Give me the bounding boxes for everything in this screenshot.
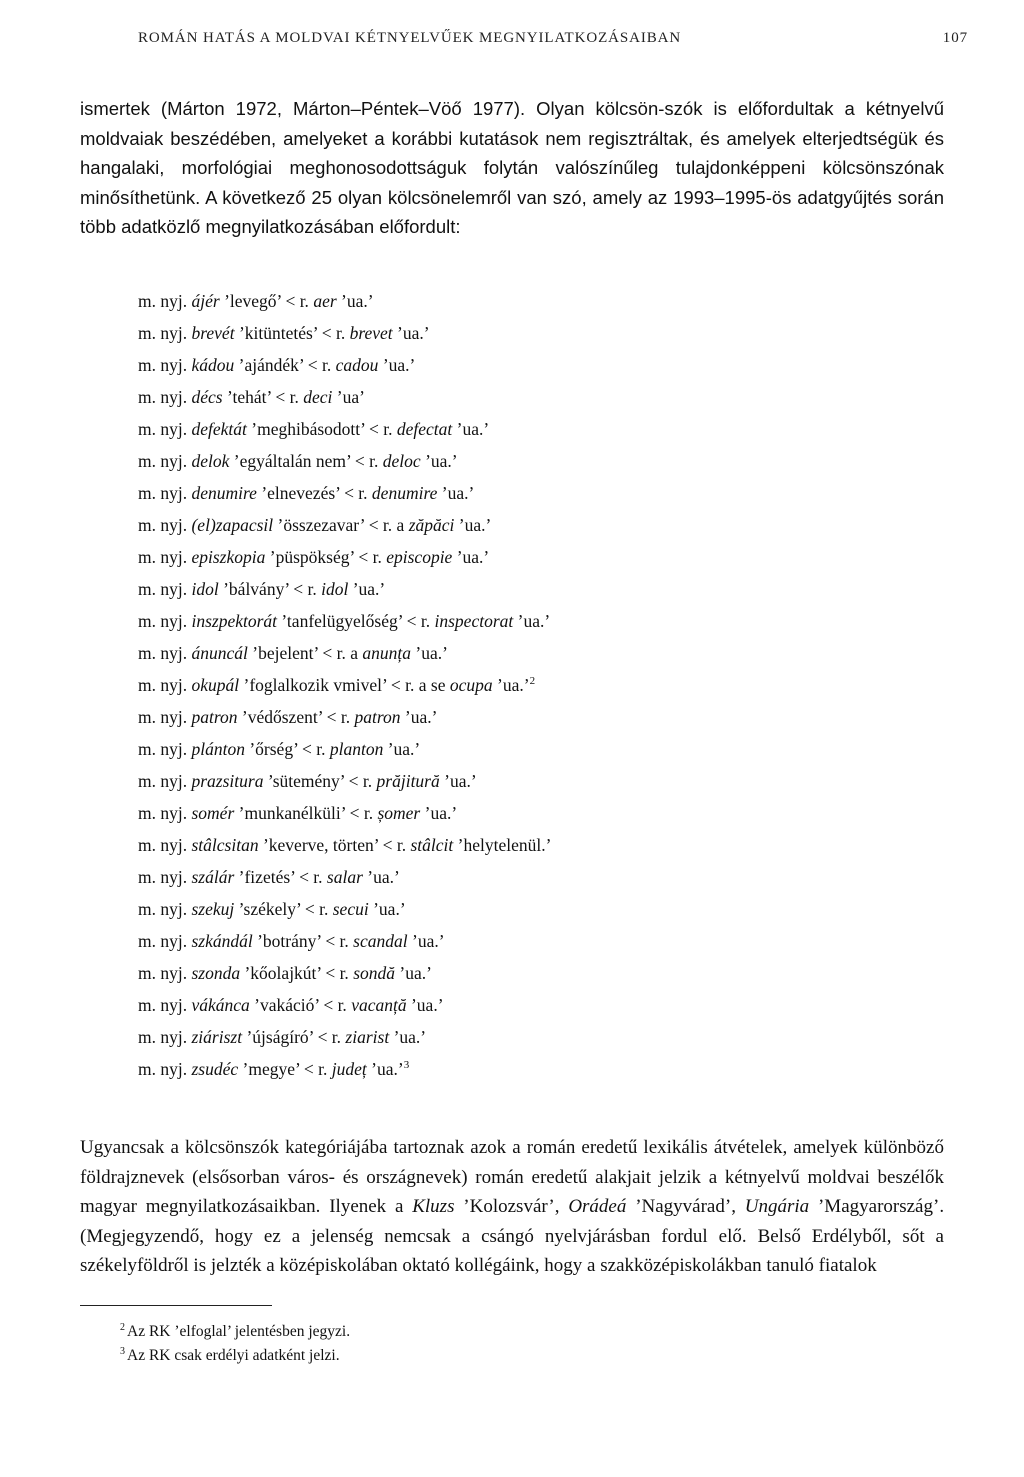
hungarian-gloss: ’megye’ [242, 1059, 300, 1079]
running-title: ROMÁN HATÁS A MOLDVAI KÉTNYELVŰEK MEGNYILATKOZÁSAIBAN [138, 30, 682, 46]
loanword-entry [138, 447, 551, 479]
derivation-marker: < r. [382, 835, 407, 855]
hungarian-gloss: ’levegő’ [224, 291, 282, 311]
source-gloss: ’ua.’ [458, 515, 492, 535]
loanword-entry [138, 799, 551, 831]
hungarian-gloss: ’tehát’ [226, 387, 272, 407]
loanword-entry [138, 479, 551, 511]
entry-prefix: m. nyj. [138, 707, 188, 727]
entry-prefix: m. nyj. [138, 867, 188, 887]
romanian-source: anunța [362, 643, 412, 663]
source-gloss: ’ua.’ [497, 675, 530, 695]
loanword-entry [138, 383, 551, 415]
hungarian-form: zsudéc [191, 1059, 239, 1079]
hungarian-gloss: ’meghibásodott’ [251, 419, 365, 439]
romanian-source: brevet [349, 323, 393, 343]
loanword-entry [138, 959, 551, 991]
source-prefix: a [350, 643, 359, 663]
hungarian-form: vákánca [191, 995, 250, 1015]
loanword-entry [138, 895, 551, 927]
loanword-entry [138, 415, 551, 447]
derivation-marker: < r. [303, 1059, 328, 1079]
hungarian-form: plánton [191, 739, 245, 759]
derivation-marker: < r. [275, 387, 299, 407]
derivation-marker: < r. [321, 323, 346, 343]
entry-prefix: m. nyj. [138, 1027, 188, 1047]
derivation-marker: < r. [358, 547, 382, 567]
source-gloss: ’ua.’ [397, 323, 430, 343]
loanword-entry [138, 991, 551, 1023]
hungarian-form: ánuncál [191, 643, 248, 663]
derivation-marker: < r. [317, 1027, 342, 1047]
closing-text-2: (Megjegyzendő, hogy ez a jelenség nemcsak a csángó nyelvjárásban fordul elő. Belső Erdélyből, sőt a székelyföldről is jelzték a középiskolában oktató kollégáink, hogy a szakközépiskolákban tanuló fiatalok [80, 1225, 944, 1276]
closing-text-1: Ugyancsak a kölcsönszók kategóriájába tartoznak azok a román eredetű lexikális átvételek, amelyek különböző földrajznevek (elsősorban város- és országnevek) román eredetű alakjait jelzik a kétnyelvű moldvai beszélők magyar megnyilatkozásaikban. Ilyenek a [80, 1137, 944, 1217]
hungarian-form: inszpektorát [191, 611, 278, 631]
derivation-marker: < r. [322, 643, 346, 663]
loanword-entry [138, 863, 551, 895]
footnote [120, 1344, 350, 1368]
derivation-marker: < r. [307, 355, 332, 375]
source-gloss: ’ua.’ [410, 995, 444, 1015]
hungarian-form: szonda [191, 963, 241, 983]
romanian-source: defectat [396, 419, 453, 439]
derivation-marker: < r. [304, 899, 329, 919]
footnote-separator [80, 1305, 272, 1306]
source-gloss: ’ua.’ [404, 707, 438, 727]
loanword-entry [138, 767, 551, 799]
source-gloss: ’ua.’ [517, 611, 551, 631]
romanian-source: vacanță [351, 995, 407, 1015]
hungarian-gloss: ’védőszent’ [241, 707, 323, 727]
hungarian-form: stâlcsitan [191, 835, 259, 855]
romanian-source: deloc [382, 451, 421, 471]
hungarian-form: denumire [191, 483, 257, 503]
hungarian-gloss: ’botrány’ [257, 931, 321, 951]
entry-prefix: m. nyj. [138, 963, 188, 983]
entry-prefix: m. nyj. [138, 739, 188, 759]
hungarian-gloss: ’munkanélküli’ [238, 803, 346, 823]
running-header [138, 30, 968, 47]
hungarian-form: (el)zapacsil [191, 515, 274, 535]
footnote-number: 2 [120, 1322, 125, 1333]
entry-prefix: m. nyj. [138, 835, 188, 855]
hungarian-gloss: ’fizetés’ [238, 867, 295, 887]
hungarian-gloss: ’tanfelügyelőség’ [281, 611, 403, 631]
source-gloss: ’ua.’ [382, 355, 416, 375]
hungarian-gloss: ’székely’ [238, 899, 301, 919]
source-gloss: ’ua.’ [444, 771, 477, 791]
loanword-entry [138, 927, 551, 959]
footnote-text: Az RK csak erdélyi adatként jelzi. [127, 1347, 340, 1364]
entry-prefix: m. nyj. [138, 611, 188, 631]
source-gloss: ’ua.’ [341, 291, 374, 311]
footnote [120, 1320, 350, 1344]
hungarian-gloss: ’sütemény’ [267, 771, 345, 791]
derivation-marker: < r. [390, 675, 415, 695]
hungarian-form: idol [191, 579, 219, 599]
example-ungaria-gloss: ’Magyarország’. [817, 1196, 945, 1217]
entry-prefix: m. nyj. [138, 931, 188, 951]
entry-prefix: m. nyj. [138, 771, 188, 791]
romanian-source: șomer [377, 803, 421, 823]
romanian-source: denumire [371, 483, 438, 503]
derivation-marker: < r. [299, 867, 323, 887]
romanian-source: planton [329, 739, 384, 759]
hungarian-form: szkándál [191, 931, 253, 951]
entry-prefix: m. nyj. [138, 1059, 188, 1079]
romanian-source: aer [313, 291, 337, 311]
footnote-number: 3 [120, 1346, 125, 1357]
romanian-source: județ [331, 1059, 367, 1079]
romanian-source: episcopie [386, 547, 453, 567]
source-gloss: ’ua.’ [441, 483, 475, 503]
footnote-text: Az RK ’elfoglal’ jelentésben jegyzi. [127, 1323, 351, 1340]
romanian-source: ocupa [449, 675, 493, 695]
hungarian-form: prazsitura [191, 771, 264, 791]
derivation-marker: < r. [406, 611, 431, 631]
hungarian-gloss: ’összezavar’ [277, 515, 365, 535]
loanword-entry [138, 1023, 551, 1055]
derivation-marker: < r. [323, 995, 347, 1015]
derivation-marker: < r. [349, 803, 374, 823]
entry-prefix: m. nyj. [138, 899, 188, 919]
entry-prefix: m. nyj. [138, 355, 188, 375]
hungarian-form: patron [191, 707, 238, 727]
loanword-entry [138, 319, 551, 351]
source-gloss: ’ua.’ [352, 579, 386, 599]
romanian-source: ziarist [345, 1027, 390, 1047]
hungarian-form: delok [191, 451, 230, 471]
hungarian-gloss: ’bálvány’ [223, 579, 289, 599]
hungarian-form: kádou [191, 355, 235, 375]
derivation-marker: < r. [354, 451, 379, 471]
footnotes [120, 1320, 350, 1368]
source-prefix: a se [418, 675, 446, 695]
hungarian-form: episzkopia [191, 547, 266, 567]
source-gloss: ’ua.’ [371, 1059, 404, 1079]
derivation-marker: < r. [369, 419, 393, 439]
entry-prefix: m. nyj. [138, 483, 188, 503]
example-oradea-gloss: ’Nagyvárad’, [635, 1196, 736, 1217]
source-gloss: ’ua’ [336, 387, 365, 407]
derivation-marker: < r. [326, 707, 351, 727]
hungarian-form: defektát [191, 419, 247, 439]
source-gloss: ’ua.’ [456, 419, 490, 439]
derivation-marker: < r. [344, 483, 368, 503]
entry-prefix: m. nyj. [138, 419, 188, 439]
source-gloss: ’ua.’ [393, 1027, 427, 1047]
hungarian-gloss: ’bejelent’ [252, 643, 318, 663]
romanian-source: zăpăci [408, 515, 455, 535]
romanian-source: idol [321, 579, 349, 599]
hungarian-gloss: ’újságíró’ [246, 1027, 314, 1047]
entry-prefix: m. nyj. [138, 803, 188, 823]
source-gloss: ’helytelenül.’ [457, 835, 552, 855]
source-prefix: a [396, 515, 405, 535]
loanword-entry [138, 703, 551, 735]
loanword-entry [138, 351, 551, 383]
romanian-source: stâlcit [410, 835, 454, 855]
entry-prefix: m. nyj. [138, 579, 188, 599]
entry-prefix: m. nyj. [138, 643, 188, 663]
derivation-marker: < r. [285, 291, 309, 311]
derivation-marker: < r. [325, 931, 349, 951]
example-ungaria: Ungária [744, 1196, 810, 1217]
hungarian-form: szekuj [191, 899, 235, 919]
loanword-entry [138, 1055, 551, 1087]
hungarian-gloss: ’keverve, törten’ [262, 835, 379, 855]
hungarian-gloss: ’kőolajkút’ [244, 963, 321, 983]
hungarian-gloss: ’ajándék’ [238, 355, 304, 375]
romanian-source: prăjitură [376, 771, 440, 791]
hungarian-form: szálár [191, 867, 235, 887]
example-kluzs-gloss: ’Kolozsvár’, [463, 1196, 560, 1217]
source-gloss: ’ua.’ [412, 931, 445, 951]
derivation-marker: < r. [293, 579, 317, 599]
entry-prefix: m. nyj. [138, 451, 188, 471]
example-oradea: Orádeá [568, 1196, 627, 1217]
romanian-source: secui [332, 899, 369, 919]
source-gloss: ’ua.’ [387, 739, 421, 759]
entry-prefix: m. nyj. [138, 675, 188, 695]
loanword-entry [138, 639, 551, 671]
source-gloss: ’ua.’ [373, 899, 406, 919]
loanword-entry [138, 735, 551, 767]
source-gloss: ’ua.’ [415, 643, 448, 663]
source-gloss: ’ua.’ [425, 451, 458, 471]
derivation-marker: < r. [301, 739, 326, 759]
romanian-source: sondă [353, 963, 395, 983]
entry-prefix: m. nyj. [138, 547, 188, 567]
loanword-entry [138, 543, 551, 575]
hungarian-gloss: ’vakáció’ [254, 995, 319, 1015]
loanword-entry [138, 831, 551, 863]
hungarian-gloss: ’elnevezés’ [261, 483, 340, 503]
hungarian-form: somér [191, 803, 235, 823]
romanian-source: patron [354, 707, 401, 727]
romanian-source: scandal [353, 931, 408, 951]
closing-paragraph [80, 1133, 944, 1281]
loanword-entry [138, 287, 551, 319]
hungarian-gloss: ’püspökség’ [269, 547, 354, 567]
intro-paragraph: ismertek (Márton 1972, Márton–Péntek–Vöő 1977). Olyan kölcsön-szók is előfordultak a kétnyelvű moldvaiak beszédében, amelyeket a korábbi kutatások nem regisztráltak, és amelyek elterjedtségük és hangalaki, morfológiai meghonosodottságuk folytán valószínűleg tulajdonképpeni kölcsönszónak minősíthetünk. A következő 25 olyan kölcsönelemről van szó, amely az 1993–1995-ös adatgyűjtés során több adatközlő megnyilatkozásában előfordult: [80, 98, 944, 237]
hungarian-gloss: ’egyáltalán nem’ [233, 451, 351, 471]
romanian-source: inspectorat [434, 611, 514, 631]
hungarian-form: brevét [191, 323, 235, 343]
entry-prefix: m. nyj. [138, 387, 188, 407]
loanword-entry [138, 511, 551, 543]
entry-prefix: m. nyj. [138, 515, 188, 535]
source-gloss: ’ua.’ [424, 803, 458, 823]
entry-prefix: m. nyj. [138, 291, 188, 311]
page-number: 107 [942, 30, 968, 46]
entry-prefix: m. nyj. [138, 995, 188, 1015]
hungarian-gloss: ’kitüntetés’ [238, 323, 318, 343]
romanian-source: salar [326, 867, 363, 887]
source-gloss: ’ua.’ [456, 547, 490, 567]
loanword-entry [138, 607, 551, 639]
hungarian-form: ájér [191, 291, 220, 311]
romanian-source: deci [303, 387, 333, 407]
loanword-list [138, 287, 551, 1087]
loanword-entry [138, 575, 551, 607]
source-gloss: ’ua.’ [367, 867, 400, 887]
footnote-reference: 2 [529, 675, 536, 687]
loanword-entry [138, 671, 551, 703]
source-gloss: ’ua.’ [399, 963, 432, 983]
footnote-reference: 3 [403, 1059, 410, 1071]
derivation-marker: < r. [325, 963, 349, 983]
entry-prefix: m. nyj. [138, 323, 188, 343]
derivation-marker: < r. [368, 515, 393, 535]
hungarian-form: okupál [191, 675, 240, 695]
hungarian-gloss: ’őrség’ [249, 739, 298, 759]
derivation-marker: < r. [348, 771, 373, 791]
hungarian-gloss: ’foglalkozik vmivel’ [243, 675, 387, 695]
example-kluzs: Kluzs [412, 1196, 455, 1217]
hungarian-form: ziáriszt [191, 1027, 243, 1047]
hungarian-form: décs [191, 387, 223, 407]
romanian-source: cadou [335, 355, 379, 375]
